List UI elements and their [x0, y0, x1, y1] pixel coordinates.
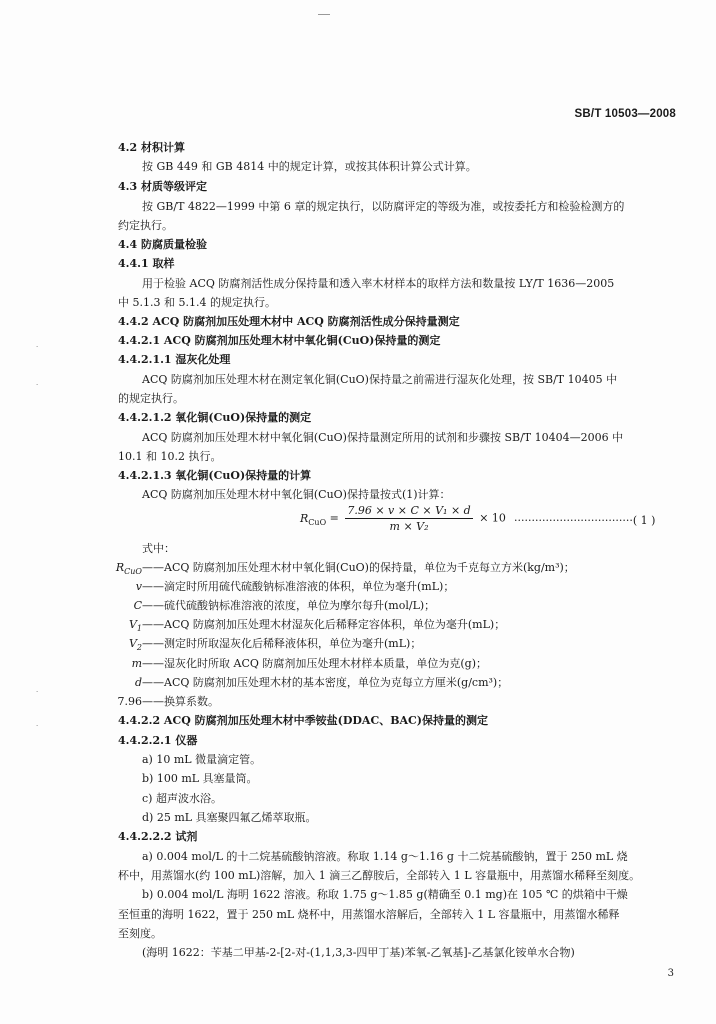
section-heading: 4.4.2.1.3 氧化铜(CuO)保持量的计算 [118, 469, 312, 482]
leader-dots: ·································· [514, 514, 633, 527]
symbol: $V_2$ [128, 637, 142, 653]
paragraph-line: a) 10 mL 微量滴定管。 [142, 753, 262, 766]
symbol-description: 换算系数。 [164, 695, 219, 708]
equation-number [514, 514, 655, 527]
paragraph-line: 杯中，用蒸馏水(约 100 mL)溶解，加入 1 滴三乙醇胺后，全部转入 1 L 容量瓶中，用蒸馏水稀释至刻度。 [118, 869, 641, 882]
section-heading: 4.4.2.1 ACQ 防腐剂加压处理木材中氧化铜(CuO)保持量的测定 [118, 334, 441, 347]
paragraph-line: c) 超声波水浴。 [142, 792, 222, 805]
symbol-definition: $V_2——$测定时所取湿灰化后稀释液体积，单位为毫升(mL)； [98, 637, 421, 655]
section-heading: 4.4.2.2 ACQ 防腐剂加压处理木材中季铵盐(DDAC、BAC)保持量的测定 [118, 714, 488, 727]
margin-mark: · [36, 381, 39, 389]
margin-mark: · [36, 343, 39, 351]
symbol-description: ACQ 防腐剂加压处理木材湿灰化后稀释定容体积，单位为毫升(mL)； [164, 618, 506, 631]
symbol-definition: m——湿灰化时所取 ACQ 防腐剂加压处理木材样本质量，单位为克(g)； [98, 657, 487, 671]
section-heading: 4.3 材质等级评定 [118, 180, 207, 193]
formula-1: $R_{CuO}$ = $\frac{\text{7.96 × v × C × V₁ × d}}{\text{m × V₂}}$ × 10 [300, 504, 506, 533]
symbol-definition: d——ACQ 防腐剂加压处理木材的基本密度，单位为克每立方厘米(g/cm³)； [98, 676, 508, 690]
symbol: 7.96 [117, 695, 142, 708]
symbol: v [135, 580, 142, 593]
margin-mark: · [36, 688, 39, 696]
standard-number: SB/T 10503—2008 [574, 108, 676, 120]
paragraph-line: 10.1 和 10.2 执行。 [118, 450, 222, 463]
equation-label: ( 1 ) [632, 514, 656, 527]
symbol-definition: $R_{CuO}——ACQ$ 防腐剂加压处理木材中氧化铜(CuO)的保持量，单位为千克每立方米(kg/m³)； [98, 561, 575, 579]
formula-denominator: m × V₂ [389, 520, 429, 533]
formula-fraction [345, 504, 472, 533]
formula-lhs: $R_{CuO}$ [300, 511, 327, 527]
section-heading: 4.4.2.1.2 氧化铜(CuO)保持量的测定 [118, 411, 312, 424]
paragraph-line: b) 100 mL 具塞量筒。 [142, 772, 258, 785]
formula-numerator: 7.96 × v × C × V₁ × d [347, 504, 471, 517]
section-heading: 4.4.2.1.1 湿灰化处理 [118, 353, 231, 366]
paragraph-line: 按 GB/T 4822—1999 中第 6 章的规定执行，以防腐评定的等级为准，或按委托方和检验检测方的 [142, 200, 625, 213]
symbol-definition: 7.96——换算系数。 [98, 695, 219, 709]
formula-multiplier: × 10 [479, 511, 506, 525]
symbol: C [133, 599, 142, 612]
paragraph-line: 按 GB 449 和 GB 4814 中的规定计算，或按其体积计算公式计算。 [142, 160, 477, 173]
paragraph-line: 约定执行。 [118, 219, 173, 232]
symbol-description: 测定时所取湿灰化后稀释液体积，单位为毫升(mL)； [164, 637, 422, 650]
symbol-description: ACQ 防腐剂加压处理木材中氧化铜(CuO)的保持量，单位为千克每立方米(kg/m³)； [164, 561, 575, 574]
paragraph-line: ACQ 防腐剂加压处理木材中氧化铜(CuO)保持量按式(1)计算： [142, 488, 451, 501]
paragraph-line: 的规定执行。 [118, 392, 184, 405]
paragraph-line: (海明 1622：苄基二甲基-2-[2-对-(1,1,3,3-四甲丁基)苯氧-乙氧基]-乙基氯化铵单水合物) [142, 946, 575, 959]
symbol: d [134, 676, 142, 689]
paragraph-line: d) 25 mL 具塞聚四氟乙烯萃取瓶。 [142, 811, 317, 824]
symbol-description: 硫代硫酸钠标准溶液的浓度，单位为摩尔每升(mol/L)； [164, 599, 436, 612]
symbol-definition: $V_1——ACQ$ 防腐剂加压处理木材湿灰化后稀释定容体积，单位为毫升(mL)； [98, 618, 505, 636]
symbol-description: 滴定时所用硫代硫酸钠标准溶液的体积，单位为毫升(mL)； [164, 580, 455, 593]
where-label: 式中： [142, 542, 175, 555]
paragraph-line: ACQ 防腐剂加压处理木材在测定氧化铜(CuO)保持量之前需进行湿灰化处理，按 SB/T 10405 中 [142, 373, 618, 386]
section-heading: 4.4.2 ACQ 防腐剂加压处理木材中 ACQ 防腐剂活性成分保持量测定 [118, 315, 460, 328]
margin-mark: · [36, 722, 39, 730]
symbol: m [131, 657, 142, 670]
paragraph-line: ACQ 防腐剂加压处理木材中氧化铜(CuO)保持量测定所用的试剂和步骤按 SB/T 10404—2006 中 [142, 431, 624, 444]
symbol-description: ACQ 防腐剂加压处理木材的基本密度，单位为克每立方厘米(g/cm³)； [164, 676, 509, 689]
section-heading: 4.2 材积计算 [118, 141, 185, 154]
symbol: $V_1$ [128, 618, 142, 634]
symbol-definition: v——滴定时所用硫代硫酸钠标准溶液的体积，单位为毫升(mL)； [98, 580, 454, 594]
paragraph-line: 用于检验 ACQ 防腐剂活性成分保持量和透入率木材样本的取样方法和数量按 LY/T 1636—2005 [142, 277, 615, 290]
section-heading: 4.4 防腐质量检验 [118, 238, 207, 251]
section-heading: 4.4.1 取样 [118, 257, 175, 270]
section-heading: 4.4.2.2.2 试剂 [118, 830, 198, 843]
paragraph-line: a) 0.004 mol/L 的十二烷基硫酸钠溶液。称取 1.14 g～1.16 g 十二烷基硫酸钠，置于 250 mL 烧 [142, 850, 628, 863]
section-heading: 4.4.2.2.1 仪器 [118, 734, 198, 747]
paragraph-line: 至恒重的海明 1622，置于 250 mL 烧杯中，用蒸馏水溶解后，全部转入 1 L 容量瓶中，用蒸馏水稀释 [118, 908, 620, 921]
paragraph-line: 至刻度。 [118, 927, 162, 940]
symbol-description: 湿灰化时所取 ACQ 防腐剂加压处理木材样本质量，单位为克(g)； [164, 657, 487, 670]
paragraph-line: 中 5.1.3 和 5.1.4 的规定执行。 [118, 296, 276, 309]
scan-mark [318, 14, 330, 15]
page-number: 3 [667, 968, 674, 979]
symbol: $R_{CuO}$ [115, 561, 142, 577]
symbol-definition: C——硫代硫酸钠标准溶液的浓度，单位为摩尔每升(mol/L)； [98, 599, 435, 613]
paragraph-line: b) 0.004 mol/L 海明 1622 溶液。称取 1.75 g～1.85 g(精确至 0.1 mg)在 105 ℃ 的烘箱中干燥 [142, 888, 628, 901]
